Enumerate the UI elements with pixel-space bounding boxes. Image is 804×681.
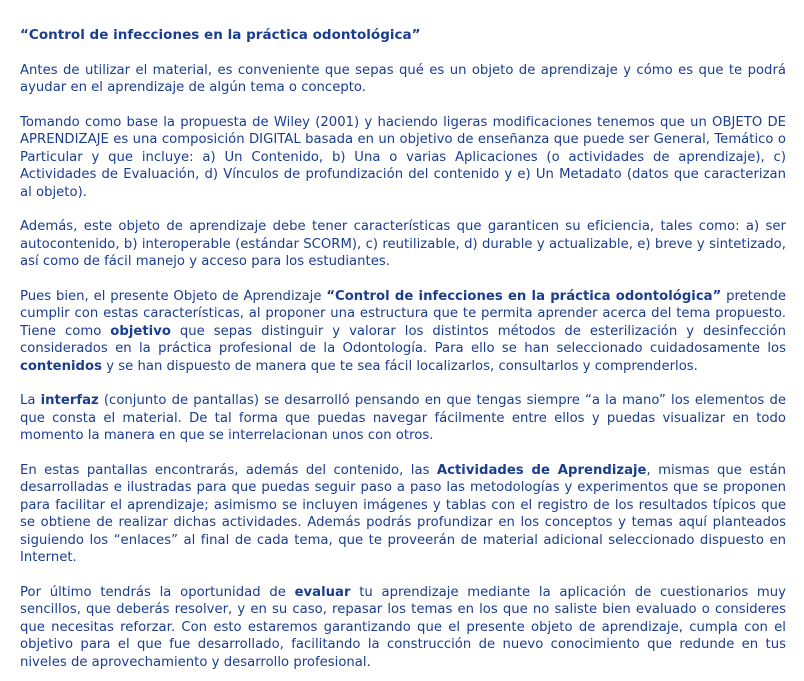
actividades-emphasis: Actividades de Aprendizaje [436, 463, 647, 479]
object-title-emphasis: “Control de infecciones en la práctica odontológica” [326, 289, 722, 305]
purpose-paragraph [20, 288, 786, 375]
definition-paragraph: Tomando como base la propuesta de Wiley (2001) y haciendo ligeras modificaciones tenemos que un OBJETO DE APRENDIZAJE es una composición DIGITAL basada en un objetivo de enseñanza que puede ser General, Temático o Particular y que incluye: a) Un Contenido, b) Una o varias Aplicaciones (o actividades de aprendizaje), c) Actividades de Evaluación, d) Vínculos de profundización del contenido y e) Un Metadato (datos que caracterizan al objeto). [20, 115, 786, 200]
text-segment: pretende cumplir con estas características, al proponer una estructura que te permita aprender acerca del tema propuesto. Tiene como [20, 289, 786, 339]
text-segment: , mismas que están desarrolladas e ilustradas para que puedas seguir paso a paso las metodologías y experimentos que se proponen para facilitar el aprendizaje; asimismo se incluyen imágenes y tablas con el registro de los resultados típicos que se obtiene de realizar dichas actividades. Además podrás profundizar en los conceptos y temas aquí planteados siguiendo los “enlaces” al final de cada tema, que te proveerán de material adicional seleccionado dispuesto en Internet. [20, 463, 786, 566]
text-segment: La [20, 393, 41, 409]
interface-paragraph [20, 392, 786, 444]
evaluar-emphasis: evaluar [294, 584, 351, 600]
text-segment: (conjunto de pantallas) se desarrolló pensando en que tengas siempre “a la mano” los elementos de que consta el material. De tal forma que puedas navegar fácilmente entre ellos y puedas visualizar en todo momento la manera en que se interrelacionan unos con otros. [20, 393, 786, 444]
text-segment: y se han dispuesto de manera que te sea fácil localizarlos, consultarlos y comprenderlos. [101, 358, 698, 374]
text-segment: que sepas distinguir y valorar los distintos métodos de esterilización y desinfección considerados en la práctica profesional de la Odontología. Para ello se han seleccionado cuidadosamente los [20, 323, 786, 357]
text-segment: tu aprendizaje mediante la aplicación de cuestionarios muy sencillos, que deberás resolver, y en su caso, repasar los temas en los que no saliste bien evaluado o consideres que necesitas reforzar. Con esto estaremos garantizando que el presente objeto de aprendizaje, cumpla con el objetivo para el que fue desarrollado, facilitando la construcción de nuevo conocimiento que redunde en tus niveles de aprovechamiento y desarrollo profesional. [20, 584, 787, 670]
interfaz-emphasis: interfaz [40, 393, 99, 409]
text-segment: Pues bien, el presente Objeto de Aprendizaje [20, 289, 327, 305]
intro-paragraph: Antes de utilizar el material, es conveniente que sepas qué es un objeto de aprendizaje y cómo es que te podrá ayudar en el aprendizaje de algún tema o concepto. [20, 62, 786, 96]
text-segment: Por último tendrás la oportunidad de [20, 584, 295, 600]
page-title: “Control de infecciones en la práctica odontológica” [20, 27, 421, 43]
evaluation-paragraph [20, 584, 786, 671]
objetivo-emphasis: objetivo [110, 323, 171, 339]
characteristics-paragraph: Además, este objeto de aprendizaje debe tener características que garanticen su eficiencia, tales como: a) ser autocontenido, b) interoperable (estándar SCORM), c) reutilizable, d) durable y actualizable, e) breve y sintetizado, así como de fácil manejo y acceso para los estudiantes. [20, 219, 786, 270]
contenidos-emphasis: contenidos [20, 358, 102, 374]
activities-paragraph [20, 462, 786, 566]
text-segment: En estas pantallas encontrarás, además del contenido, las [20, 463, 437, 479]
